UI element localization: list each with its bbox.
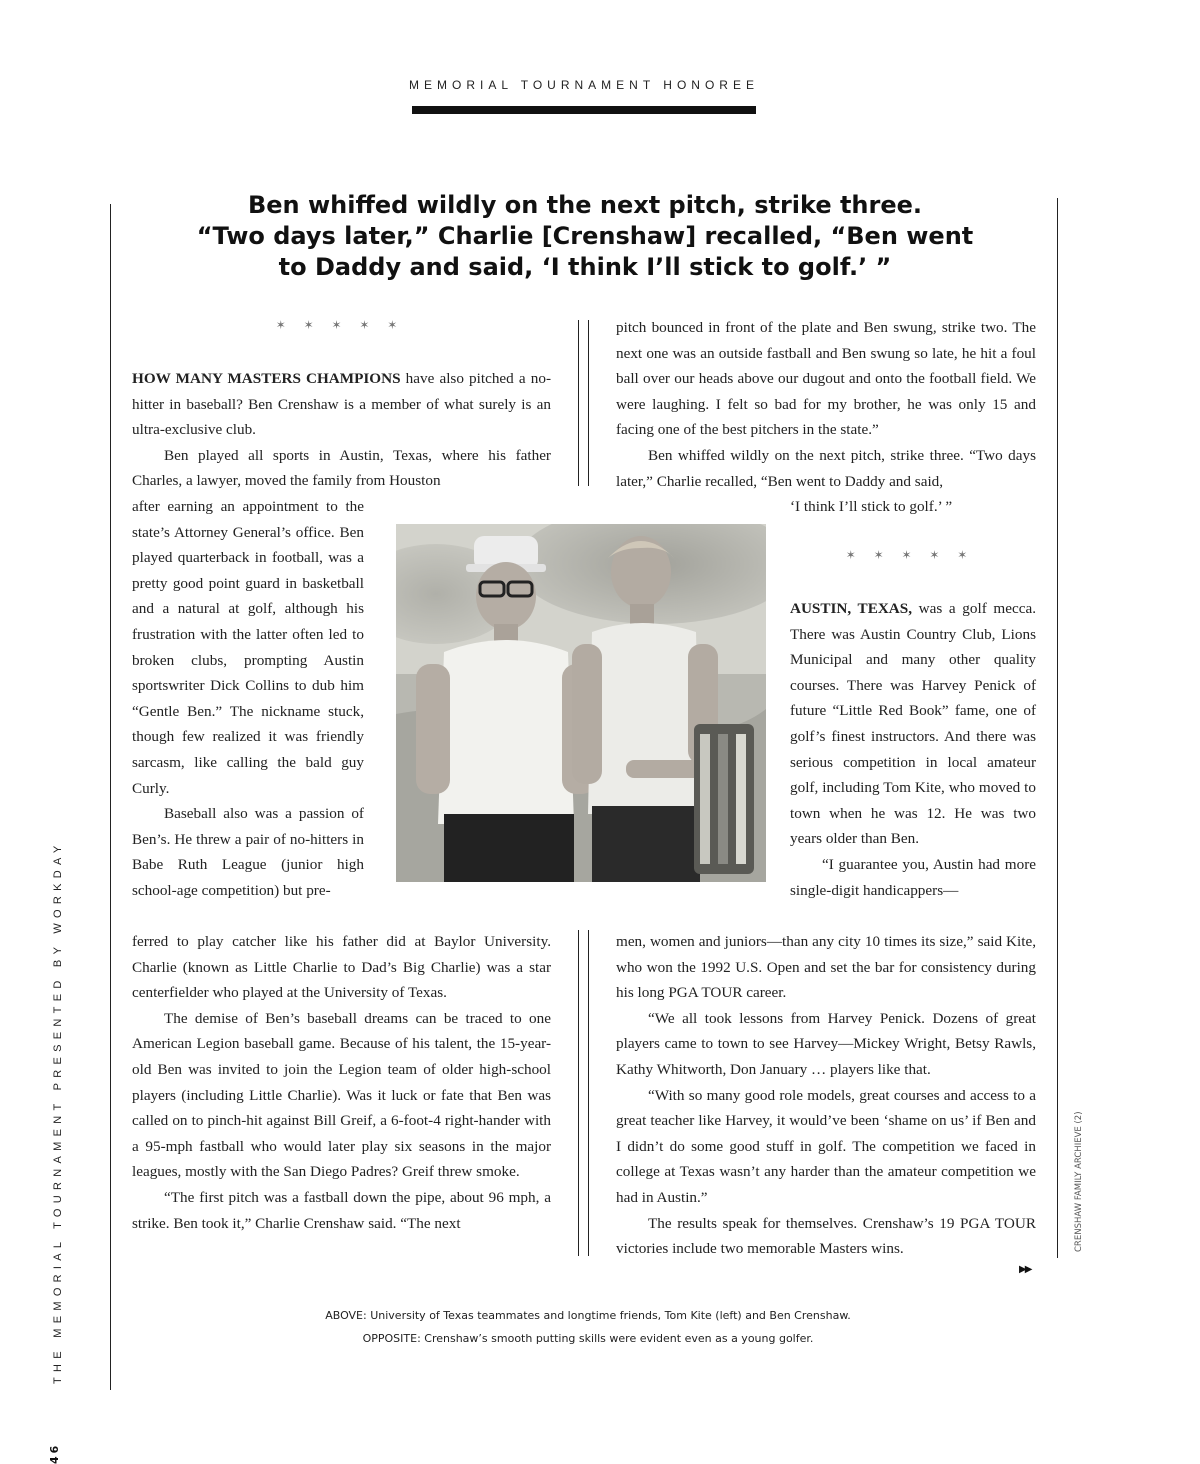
body-paragraph: “The first pitch was a fastball down the pipe, about 96 mph, a strike. Ben took it,” Charlie Crenshaw said. “The next: [132, 1188, 551, 1232]
right-column-bottom: [616, 929, 1036, 1262]
body-paragraph: after earning an appointment to the state’s Attorney General’s office. Ben played quarterback in football, was a pretty good point guard in basketball and a natural at golf, although his frustration with the latter often led to broken clubs, prompting Austin sportswriter Dick Collins to dub him “Gentle Ben.” The nickname stuck, though few realized it was friendly sarcasm, like calling the bald guy Curly.: [132, 498, 364, 797]
body-paragraph: The results speak for themselves. Crenshaw’s 19 PGA TOUR victories include two memorable Masters wins.: [616, 1214, 1036, 1258]
right-column-quote-end: ‘I think I’ll stick to golf.’ ”: [790, 498, 953, 515]
photo-credit: CRENSHAW FAMILY ARCHIEVE (2): [1074, 1111, 1084, 1252]
body-paragraph: “I guarantee you, Austin had more single-digit handicappers—: [790, 855, 1036, 899]
pull-quote-line: to Daddy and said, ‘I think I’ll stick to golf.’ ”: [278, 253, 892, 281]
photo-kite-and-crenshaw: [396, 524, 766, 882]
caption-above: ABOVE: University of Texas teammates and longtime friends, Tom Kite (left) and Ben Crenshaw.: [325, 1309, 851, 1322]
body-paragraph: pitch bounced in front of the plate and Ben swung, strike two. The next one was an outside fastball and Ben swung so late, he hit a foul ball over our heads above our dugout and onto the football field. We were laughing. I felt so bad for my brother, he was only 15 and facing one of the best pitchers in the state.”: [616, 319, 1036, 439]
body-paragraph: The demise of Ben’s baseball dreams can be traced to one American Legion baseball game. Because of his talent, the 15-year-old Ben was invited to join the Legion team of older high-school players (including Little Charlie). Was it luck or fate that Ben was called on to pinch-hit against Bill Greif, a 6-foot-4 right-hander with a 95-mph fastball who would later play six seasons in the major leagues, mostly with the San Diego Padres? Greif threw smoke.: [132, 1009, 551, 1181]
column-rule: [588, 930, 589, 1256]
intro-paragraph: HOW MANY MASTERS CHAMPIONS have also pitched a no-hitter in baseball? Ben Crenshaw is a member of what surely is an ultra-exclusive club.: [132, 370, 551, 439]
photo-illustration: [396, 524, 766, 882]
column-rule: [578, 930, 579, 1256]
left-margin-rule: [110, 204, 111, 1390]
lead-in: HOW MANY MASTERS CHAMPIONS: [132, 370, 401, 387]
page-number: 46: [48, 1442, 61, 1464]
right-margin-rule: [1057, 198, 1058, 1258]
column-rule: [588, 320, 589, 486]
continue-arrow-icon: ▶▶: [1019, 1264, 1031, 1275]
body-paragraph: ferred to play catcher like his father did at Baylor University. Charlie (known as Little Charlie to Dad’s Big Charlie) was a star centerfielder who played at the University of Texas.: [132, 933, 551, 1002]
pull-quote-line: Ben whiffed wildly on the next pitch, strike three.: [247, 191, 923, 219]
section-divider-stars: ✶ ✶ ✶ ✶ ✶: [845, 548, 975, 562]
section-divider-stars: ✶ ✶ ✶ ✶ ✶: [275, 318, 405, 332]
body-paragraph: Baseball also was a passion of Ben’s. He threw a pair of no-hitters in Babe Ruth League (junior high school-age competition) but pre-: [132, 805, 364, 899]
body-paragraph: AUSTIN, TEXAS, was a golf mecca. There was Austin Country Club, Lions Municipal and many other quality courses. There was Harvey Penick of future “Little Red Book” fame, one of golf’s finest instructors. And there was serious competition in local amateur golf, including Tom Kite, who moved to town when he was 12. He was two years older than Ben.: [790, 600, 1036, 848]
section-bar: [412, 106, 756, 114]
column-rule: [578, 320, 579, 486]
body-paragraph: “We all took lessons from Harvey Penick. Dozens of great players came to town to see Harvey—Mickey Wright, Betsy Rawls, Kathy Whitworth, Don January … players like that.: [616, 1009, 1036, 1078]
body-paragraph: “With so many good role models, great courses and access to a great teacher like Harvey, it would’ve been ‘shame on us’ if Ben and I didn’t do some good stuff in golf. The competition we faced in college at Texas wasn’t any harder than the amateur competition we had in Austin.”: [616, 1086, 1036, 1206]
pull-quote: [190, 190, 980, 283]
body-paragraph: men, women and juniors—than any city 10 times its size,” said Kite, who won the 1992 U.S. Open and set the bar for consistency during his long PGA TOUR career.: [616, 933, 1036, 1002]
right-column-wrap: [790, 596, 1036, 903]
body-paragraph: Ben played all sports in Austin, Texas, where his father Charles, a lawyer, moved the family from Houston: [132, 446, 551, 490]
right-column-top: [616, 315, 1036, 494]
lead-in: AUSTIN, TEXAS,: [790, 600, 912, 617]
caption-opposite: OPPOSITE: Crenshaw’s smooth putting skills were evident even as a young golfer.: [362, 1332, 814, 1345]
left-column-bottom: [132, 929, 551, 1236]
photo-caption: [0, 1304, 1176, 1350]
pull-quote-line: “Two days later,” Charlie [Crenshaw] recalled, “Ben went: [196, 222, 974, 250]
left-column-wrap: [132, 494, 364, 904]
running-footer-vertical: THE MEMORIAL TOURNAMENT PRESENTED BY WORKDAY: [52, 840, 64, 1384]
section-label: MEMORIAL TOURNAMENT HONOREE: [409, 78, 759, 92]
left-column-top: [132, 366, 551, 494]
body-paragraph: Ben whiffed wildly on the next pitch, strike three. “Two days later,” Charlie recalled, “Ben went to Daddy and said,: [616, 446, 1036, 490]
